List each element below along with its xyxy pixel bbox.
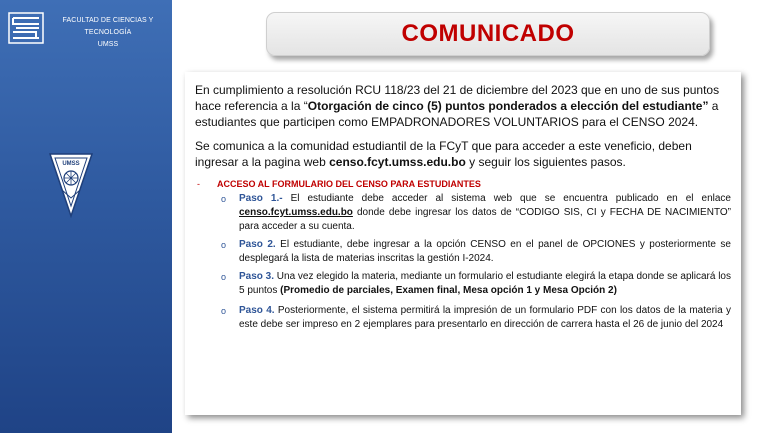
intro-paragraph-2 xyxy=(195,138,731,170)
step-1-label: Paso 1.- xyxy=(239,193,283,204)
step-1-text-b: donde debe ingresar los datos de “CODIGO SIS, CI y FECHA DE NACIMIENTO” para acceder a su cuenta. xyxy=(239,207,731,232)
step-3-text: Una vez elegido la materia, mediante un formulario el estudiante elegirá la etapa donde se aplicará los 5 puntos xyxy=(239,271,731,296)
intro-p1-text-a: En cumplimiento a resolución RCU 118/23 del 21 de diciembre del 2023 que en uno de sus puntos hace referencia a la “ xyxy=(195,83,720,113)
faculty-name-line2: UMSS xyxy=(97,41,119,48)
list-item-step-2 xyxy=(221,238,731,266)
step-2-label: Paso 2. xyxy=(239,239,276,250)
intro-paragraph-1 xyxy=(195,82,731,130)
intro-p2-text-a: Se comunica a la comunidad estudiantil de la FCyT que para acceder a este veneficio, deben ingresar a la pagina web xyxy=(195,139,692,169)
intro-p2-text-b: y seguir los siguientes pasos. xyxy=(465,155,626,169)
circle-bullet-icon: o xyxy=(221,240,227,250)
seal-text: UMSS xyxy=(62,161,80,167)
title-banner xyxy=(266,12,710,56)
section-title: ACCESO AL FORMULARIO DEL CENSO PARA ESTUDIANTES xyxy=(217,179,481,189)
step-3-label: Paso 3. xyxy=(239,271,275,282)
circle-bullet-icon: o xyxy=(221,306,227,316)
step-4-label: Paso 4. xyxy=(239,305,275,316)
step-4-text: Posteriormente, el sistema permitirá la impresión de un formulario PDF con los datos de la materia y este debe ser impreso en 2 ejemplares para presentarlo en dirección de carrera hasta el 26 de junio del 2024 xyxy=(239,305,731,330)
circle-bullet-icon: o xyxy=(221,194,227,204)
list-item-step-4 xyxy=(221,304,731,332)
step-3-bold: (Promedio de parciales, Examen final, Mesa opción 1 y Mesa Opción 2) xyxy=(280,285,617,296)
step-1-link[interactable]: censo.fcyt.umss.edu.bo xyxy=(239,207,353,218)
steps-list xyxy=(221,192,731,332)
umss-seal-icon xyxy=(48,150,94,218)
list-item-step-1 xyxy=(221,192,731,234)
faculty-name xyxy=(46,15,170,51)
faculty-name-line1: FACULTAD DE CIENCIAS Y TECNOLOGÍA xyxy=(62,17,154,36)
census-url-link[interactable]: censo.fcyt.umss.edu.bo xyxy=(329,155,466,169)
section-dash: - xyxy=(197,179,200,189)
intro-p1-text-b: a estudiantes que participen como EMPADRONADORES VOLUNTARIOS para el CENSO 2024. xyxy=(195,99,719,129)
section-heading xyxy=(197,178,731,190)
faculty-logo-icon xyxy=(8,12,44,44)
step-1-text-a: El estudiante debe acceder al sistema web que se encuentra publicado en el enlace xyxy=(282,193,731,204)
page-title: COMUNICADO xyxy=(401,20,575,47)
intro-p1-bold: Otorgación de cinco (5) puntos ponderados a elección del estudiante” xyxy=(307,99,709,113)
step-2-text: El estudiante, debe ingresar a la opción CENSO en el panel de OPCIONES y posteriormente se desplegará la lista de materias inscritas la gestión I-2024. xyxy=(239,239,731,264)
sidebar xyxy=(0,0,172,433)
circle-bullet-icon: o xyxy=(221,272,227,282)
list-item-step-3 xyxy=(221,270,731,298)
notice-panel xyxy=(185,72,741,415)
